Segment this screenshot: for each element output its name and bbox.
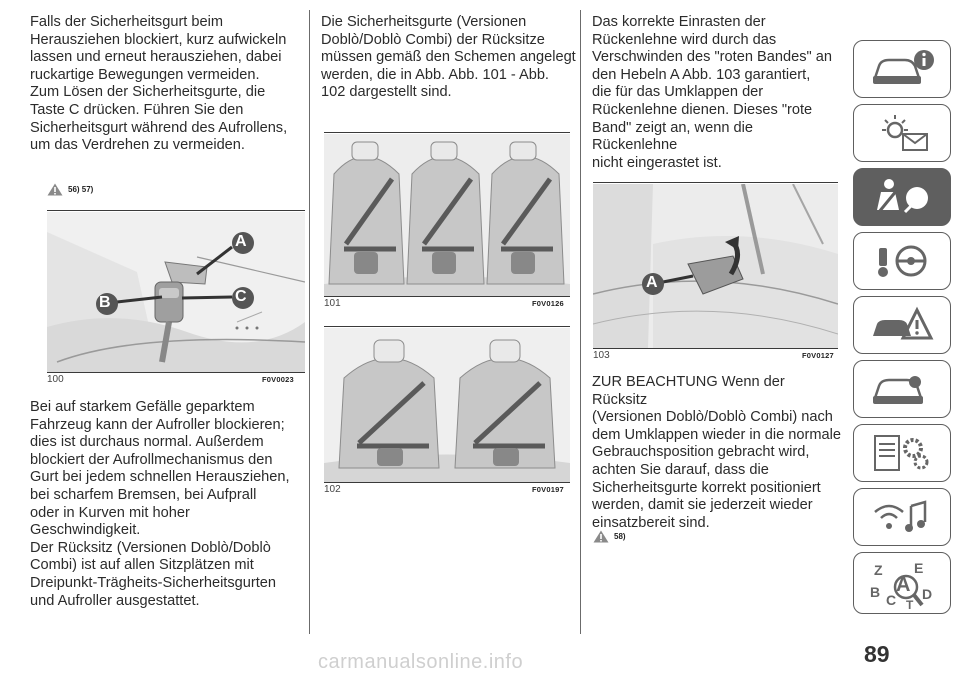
multimedia-icon	[867, 496, 937, 538]
key-steering-icon	[867, 240, 937, 282]
fig100-top-rule	[47, 210, 305, 211]
figure-100-callout-b: B	[99, 294, 111, 311]
fig102-top-rule	[324, 326, 570, 327]
tab-alphabet-index[interactable]	[853, 552, 951, 614]
figure-100-callout-c: C	[235, 288, 247, 305]
figure-103-number: 103	[593, 350, 610, 361]
svg-text:D: D	[922, 586, 933, 602]
alphabet-index-icon	[862, 555, 942, 611]
col1-paragraph-2: Bei auf starkem Gefälle geparktem Fahrzeug kann der Aufroller blockieren; dies ist durchaus normal. Außerdem blockiert der Aufrollmechanismus den Gurt bei jedem schnellen Herausziehen, bei scharfem Bremsen, bei Aufprall oder in Kurven mit hoher Geschwindigkeit. Der Rücksitz (Versionen Doblò/Doblò Combi) ist auf allen Sitzplätzen mit Dreipunkt-Trägheits-Sicherheitsgurten und Aufroller ausgestattet.	[30, 399, 290, 609]
fig100-bottom-rule	[47, 372, 305, 373]
specs-gears-icon	[867, 432, 937, 474]
fig102-bottom-rule	[324, 482, 570, 483]
fig103-bottom-rule	[593, 348, 838, 349]
col3-paragraph-2: ZUR BEACHTUNG Wenn der Rücksitz (Versionen Doblò/Doblò Combi) nach dem Umklappen wieder in die normale Gebrauchsposition gebracht wird, achten Sie darauf, dass die Sicherheitsgurte korrekt positioniert werden, damit sie jederzeit wieder einsatzbereit sind.	[592, 374, 842, 531]
svg-text:B: B	[870, 584, 881, 600]
figure-103-code: F0V0127	[802, 351, 834, 360]
figure-101-image	[324, 134, 570, 296]
figure-100-callout-a: A	[235, 233, 247, 250]
tab-specs[interactable]	[853, 424, 951, 482]
figure-102-code: F0V0197	[532, 485, 564, 494]
tab-key-steering[interactable]	[853, 232, 951, 290]
figure-100-image	[47, 212, 305, 372]
seatbelt-airbag-icon	[867, 176, 937, 218]
svg-text:E: E	[914, 560, 924, 576]
col2-paragraph-1: Die Sicherheitsgurte (Versionen Doblò/Doblò Combi) der Rücksitze müssen gemäß den Schemen angelegt werden, die in Abb. Abb. 101 - Abb. 102 dargestellt sind.	[321, 14, 576, 101]
figure-101-number: 101	[324, 298, 341, 309]
tab-car-maintenance[interactable]	[853, 360, 951, 418]
col1-paragraph-1: Falls der Sicherheitsgurt beim Herausziehen blockiert, kurz aufwickeln lassen und erneut herausziehen, dabei ruckartige Bewegungen vermeiden. Zum Lösen der Sicherheitsgurte, die Taste C drücken. Führen Sie den Sicherheitsgurt während des Aufrollens, um das Verdrehen zu vermeiden.	[30, 14, 288, 154]
car-info-icon	[867, 48, 937, 90]
fig101-bottom-rule	[324, 296, 570, 297]
figure-103-callout-a: A	[646, 274, 658, 291]
tab-multimedia[interactable]	[853, 488, 951, 546]
watermark-text: carmanualsonline.info	[318, 651, 524, 673]
fig103-top-rule	[593, 182, 838, 183]
warning-refs-text: 58)	[614, 532, 626, 541]
car-maintenance-icon	[867, 368, 937, 410]
tab-car-info[interactable]	[853, 40, 951, 98]
fig101-top-rule	[324, 132, 570, 133]
column-divider-1	[309, 10, 310, 634]
column-divider-2	[580, 10, 581, 634]
figure-102-number: 102	[324, 484, 341, 495]
figure-102-image	[324, 328, 570, 482]
svg-text:T: T	[906, 598, 914, 611]
figure-103-image	[593, 184, 838, 348]
tab-breakdown[interactable]	[853, 296, 951, 354]
figure-101-code: F0V0126	[532, 299, 564, 308]
col3-paragraph-1: Das korrekte Einrasten der Rückenlehne wird durch das Verschwinden des "roten Bandes" an den Hebeln A Abb. 103 garantiert, die für das Umklappen der Rückenlehne dienen. Dieses "rote Band" zeigt an, wenn die Rückenlehne nicht eingerastet ist.	[592, 14, 832, 171]
page-number: 89	[864, 641, 890, 667]
tab-seatbelt-airbag[interactable]	[853, 168, 951, 226]
col1-warning-refs	[47, 183, 93, 196]
warning-refs-text: 56) 57)	[68, 185, 94, 194]
svg-text:A: A	[896, 574, 911, 596]
breakdown-triangle-icon	[867, 304, 937, 346]
figure-100-number: 100	[47, 374, 64, 385]
col3-warning-refs	[593, 530, 626, 543]
warning-icon	[593, 530, 609, 543]
tab-dashboard-lights[interactable]	[853, 104, 951, 162]
dashboard-lights-icon	[867, 112, 937, 154]
svg-text:C: C	[886, 592, 897, 608]
figure-100-code: F0V0023	[262, 375, 294, 384]
svg-text:Z: Z	[874, 562, 883, 578]
warning-icon	[47, 183, 63, 196]
